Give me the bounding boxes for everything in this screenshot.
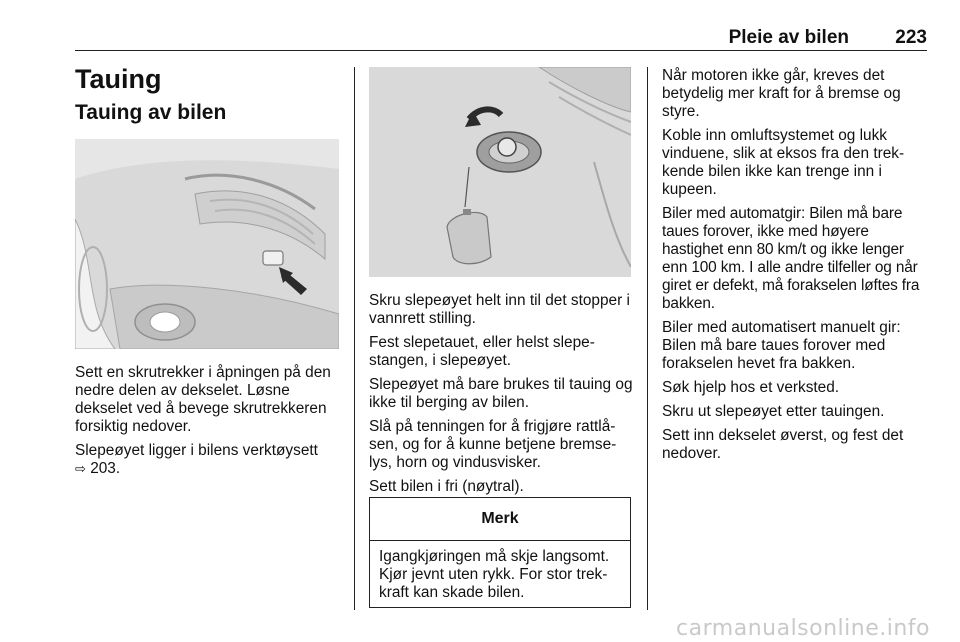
tow-eye-illustration xyxy=(369,67,631,277)
paragraph xyxy=(75,442,343,478)
page-reference[interactable]: 203. xyxy=(90,460,121,477)
page-number: 223 xyxy=(895,27,927,48)
header-rule xyxy=(75,50,927,51)
note-body: Igangkjøringen må skje langsomt. Kjør jevnt uten rykk. For stor trek-kraft kan skade bilen. xyxy=(379,548,610,601)
paragraph: Sett inn dekselet øverst, og fest det nedover. xyxy=(662,427,904,462)
paragraph: Fest slepetauet, eller helst slepe-stangen, i slepeøyet. xyxy=(369,334,595,369)
left-column xyxy=(75,64,343,126)
chapter-title: Tauing xyxy=(75,64,162,94)
section-title: Pleie av bilen xyxy=(728,27,849,48)
page-header xyxy=(75,26,927,50)
right-text xyxy=(662,67,928,469)
note-box xyxy=(369,497,631,608)
middle-text xyxy=(369,292,635,502)
paragraph: Slå på tenningen for å frigjøre rattlå-sen, og for å kunne betjene bremse-lys, horn og vindusvisker. xyxy=(369,418,617,471)
paragraph: Når motoren ikke går, kreves det betydelig mer kraft for å bremse og styre. xyxy=(662,67,901,120)
paragraph-text: Slepeøyet ligger i bilens verktøysett xyxy=(75,442,318,459)
paragraph: Skru slepeøyet helt inn til det stopper i vannrett stilling. xyxy=(369,292,630,327)
paragraph: Skru ut slepeøyet etter tauingen. xyxy=(662,403,885,420)
section-heading: Tauing av bilen xyxy=(75,101,227,124)
paragraph: Slepeøyet må bare brukes til tauing og ikke til berging av bilen. xyxy=(369,376,633,411)
bumper-cover-illustration xyxy=(75,139,339,349)
column-divider-1 xyxy=(354,67,355,610)
paragraph: Biler med automatisert manuelt gir: Bilen må bare taues forover med forakselen hevet fra bakken. xyxy=(662,319,901,372)
watermark: carmanualsonline.info xyxy=(676,616,930,641)
paragraph: Sett bilen i fri (nøytral). xyxy=(369,478,524,495)
paragraph: Søk hjelp hos et verksted. xyxy=(662,379,840,396)
paragraph: Biler med automatgir: Bilen må bare taues forover, ikke med høyere hastighet enn 80 km/t og ikke lenger enn 100 km. I alle andre tilfeller og når giret er defekt, må forakselen løftes fra bakken. xyxy=(662,205,920,312)
paragraph: Koble inn omluftsystemet og lukk vinduene, slik at eksos fra den trek-kende bilen ikke kan trenge inn i kupeen. xyxy=(662,127,905,198)
arrow-reference-icon: ⇨ xyxy=(75,461,86,476)
column-divider-2 xyxy=(647,67,648,610)
tow-eye-drawing xyxy=(369,67,631,277)
note-title: Merk xyxy=(370,498,630,541)
paragraph: Sett en skrutrekker i åpningen på den nedre delen av dekselet. Løsne dekselet ved å bevege skrutrekkeren forsiktig nedover. xyxy=(75,364,331,435)
bumper-cover-drawing xyxy=(75,139,339,349)
left-text xyxy=(75,364,343,484)
